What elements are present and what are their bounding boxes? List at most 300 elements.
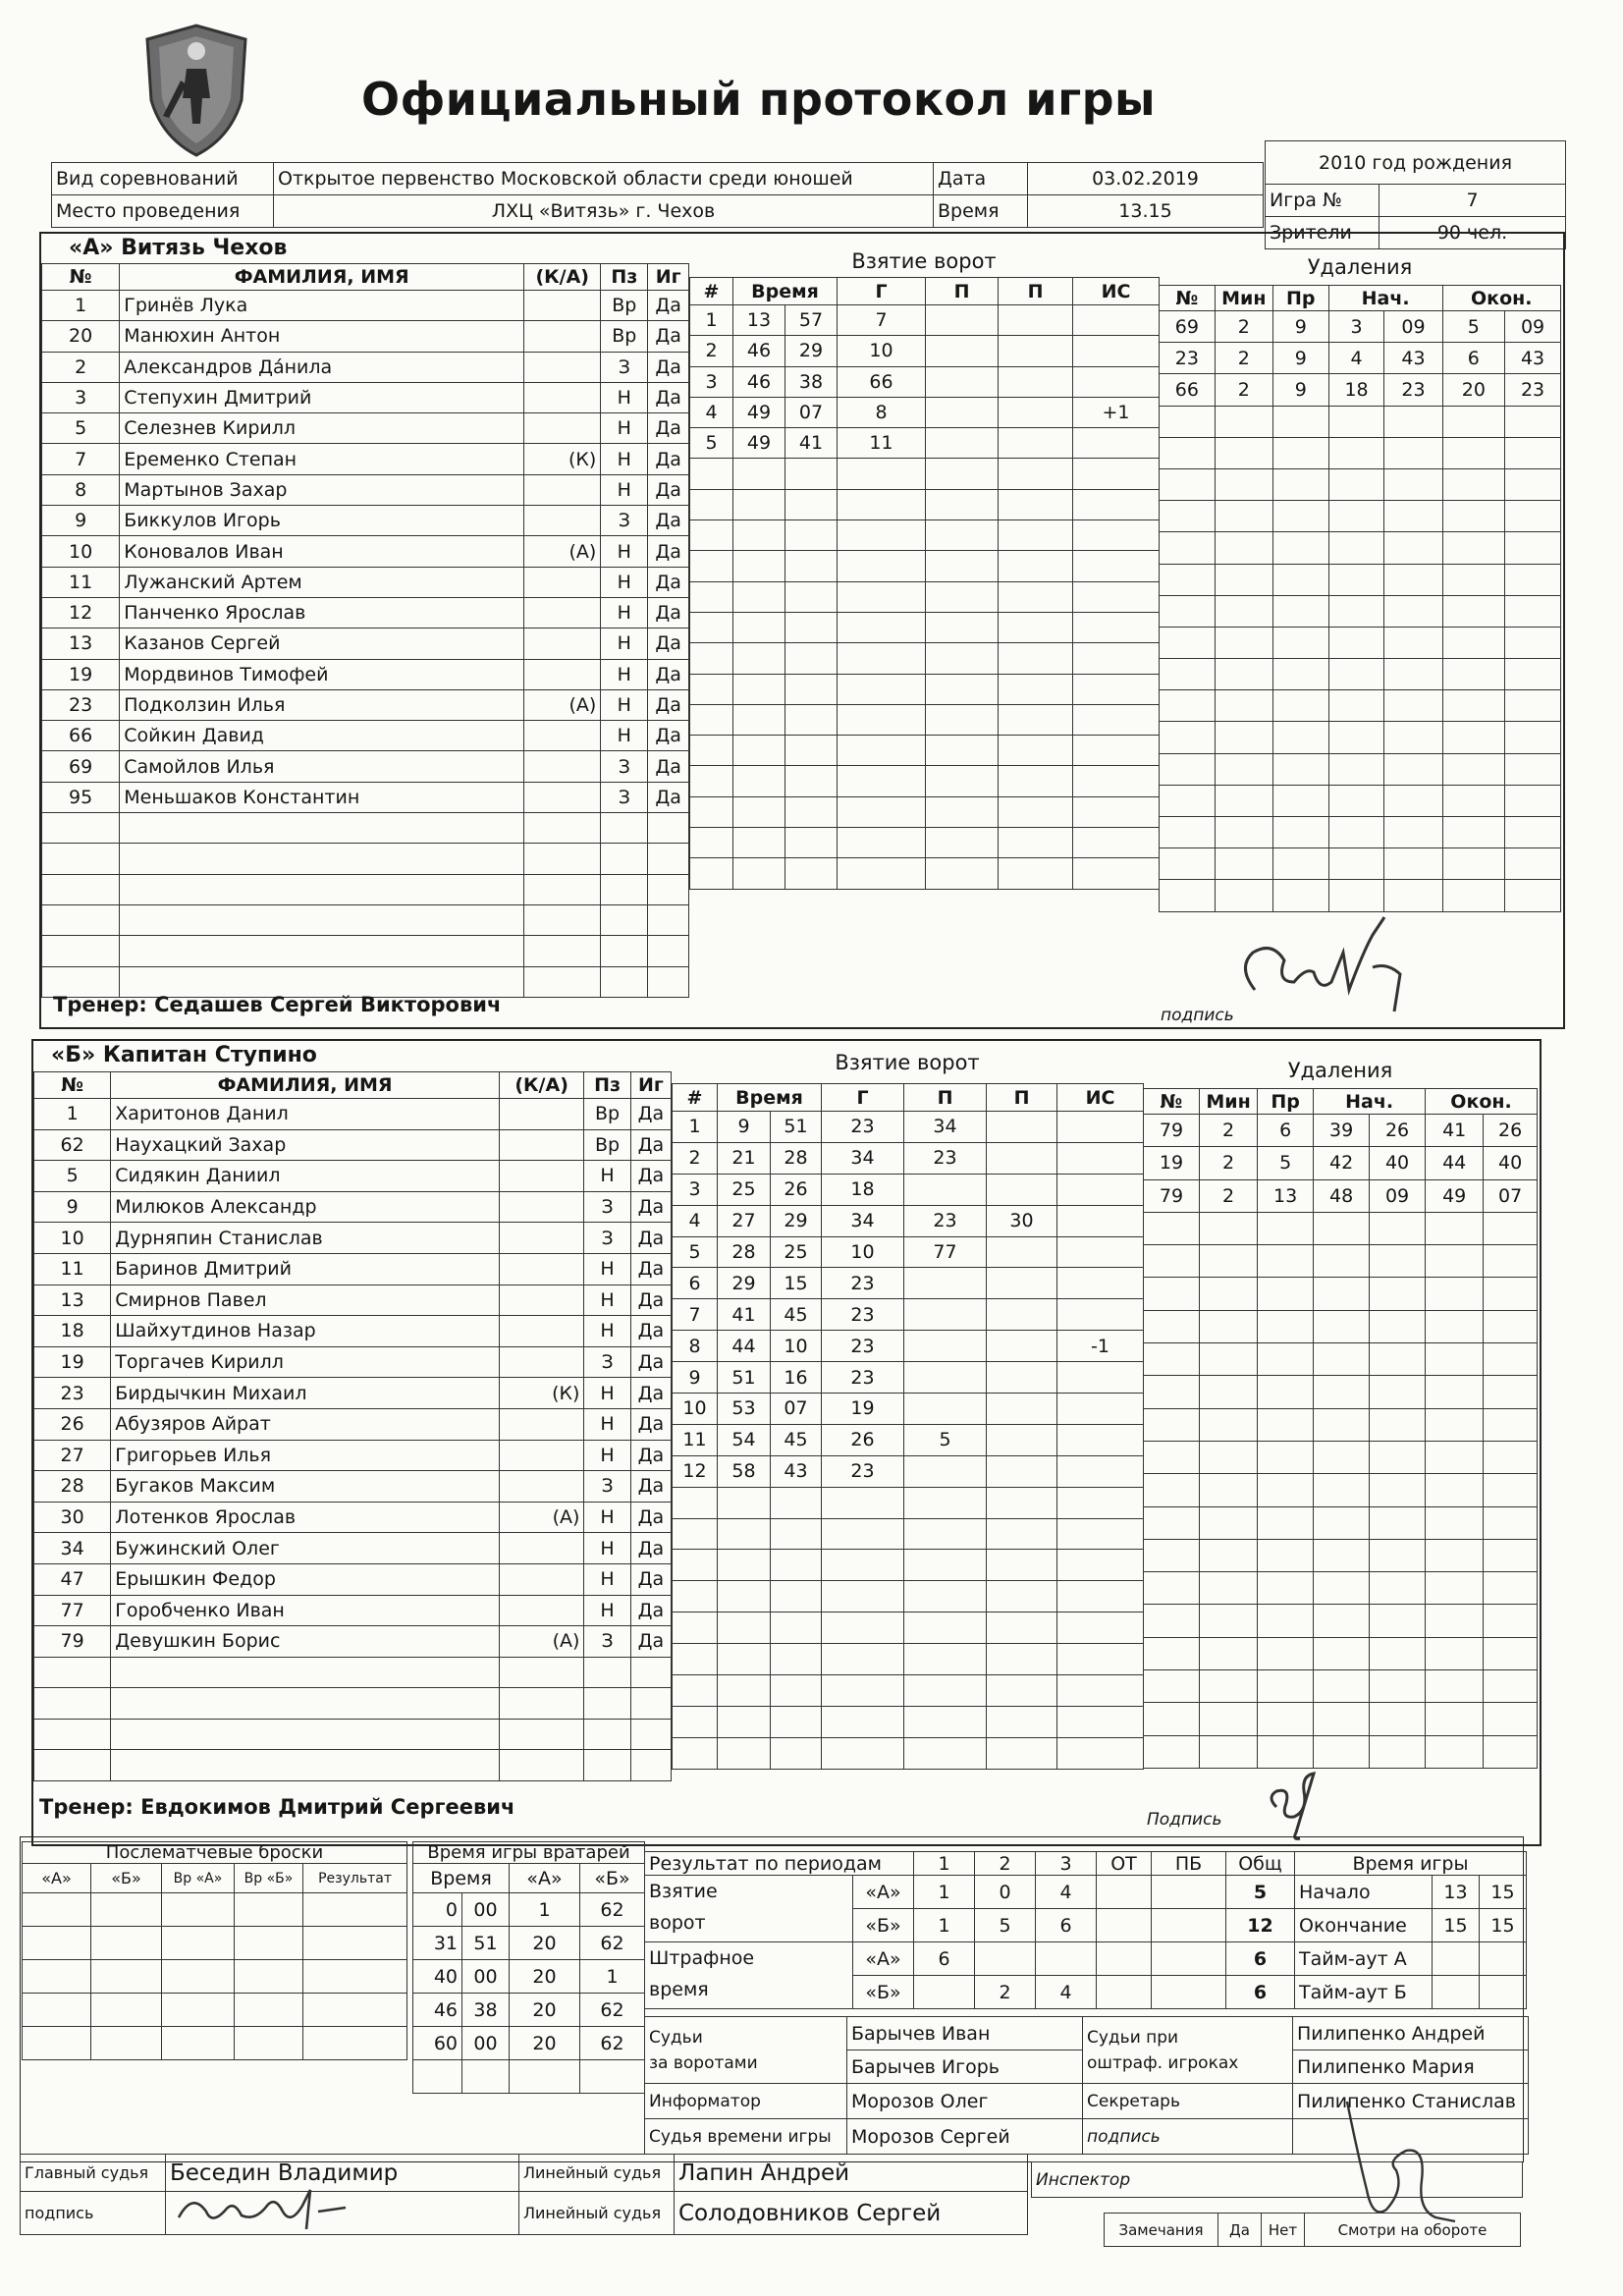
goal-col-p2: П <box>999 278 1073 305</box>
table-row <box>1160 532 1561 564</box>
game-label: Игра № <box>1266 185 1380 217</box>
penalty-player <box>1144 1310 1200 1342</box>
penalty-end-sec <box>1484 1539 1538 1571</box>
table-row <box>690 643 1160 674</box>
penalty-end-sec <box>1484 1703 1538 1735</box>
comp-label: Вид соревнований <box>52 163 274 195</box>
table-row <box>1160 595 1561 627</box>
penalty-end-min <box>1442 468 1505 500</box>
linesman-2: Солодовников Сергей <box>675 2192 1028 2235</box>
spect-value: 90 чел. <box>1380 217 1566 249</box>
goal-number <box>690 612 733 642</box>
goal-assist-2 <box>987 1299 1057 1331</box>
table-row <box>1144 1703 1538 1735</box>
penalty-start-sec <box>1384 532 1442 564</box>
goal-number: 1 <box>690 305 733 336</box>
goal-scorer <box>838 551 926 581</box>
pen-col-end: Окон. <box>1442 286 1560 311</box>
goal-assist-1: 23 <box>904 1205 987 1236</box>
player-plays: Да <box>630 1316 671 1347</box>
table-row <box>1144 1115 1538 1147</box>
penalty-end-min: 5 <box>1442 311 1505 343</box>
player-role: (А) <box>524 536 601 567</box>
player-number <box>34 1657 111 1688</box>
gk-second: 00 <box>462 1960 510 1994</box>
goal-number: 8 <box>673 1331 718 1362</box>
goal-judges-label-2: за воротами <box>649 2052 758 2073</box>
goal-number: 12 <box>673 1455 718 1487</box>
col-num: № <box>42 264 120 291</box>
remarks-label: Замечания <box>1105 2214 1218 2247</box>
res-col-total: Общ <box>1226 1852 1295 1876</box>
player-plays: Да <box>630 1161 671 1192</box>
pim-a-ot <box>1097 1942 1152 1976</box>
player-name: Бужинский Олег <box>111 1533 500 1564</box>
goal-assist-1 <box>926 674 999 704</box>
goal-second: 38 <box>785 366 838 397</box>
penalty-start-sec <box>1370 1343 1426 1376</box>
player-plays: Да <box>630 1440 671 1471</box>
goal-minute: 21 <box>718 1142 771 1174</box>
goal-second <box>785 704 838 735</box>
penalty-minutes <box>1199 1670 1257 1703</box>
pim-b-ot <box>1097 1976 1152 2009</box>
league-logo-icon <box>137 22 255 159</box>
penalty-reason <box>1272 880 1328 911</box>
pim-b-mark: «Б» <box>853 1976 914 2009</box>
team-a-goals-title: Взятие ворот <box>851 249 997 273</box>
penalty-minutes <box>1215 690 1272 722</box>
goal-number: 9 <box>673 1362 718 1394</box>
table-row <box>42 413 689 444</box>
penalty-player: 23 <box>1160 343 1216 374</box>
table-row <box>690 796 1160 827</box>
player-name: Биккулов Игорь <box>120 506 524 536</box>
team-a-roster <box>41 263 689 998</box>
penalty-start-sec <box>1384 627 1442 658</box>
table-row <box>1160 437 1561 468</box>
table-row <box>1160 817 1561 848</box>
informer: Морозов Олег <box>847 2084 1083 2119</box>
goal-number: 1 <box>673 1112 718 1143</box>
goal-scorer <box>822 1644 904 1675</box>
goal-second: 25 <box>771 1236 822 1268</box>
penalty-end-sec <box>1484 1278 1538 1310</box>
goal-second <box>785 858 838 889</box>
penalty-player <box>1144 1212 1200 1244</box>
col-pos: Пз <box>601 264 648 291</box>
penalty-end-min <box>1442 595 1505 627</box>
player-name: Манюхин Антон <box>120 321 524 352</box>
goal-scorer: 23 <box>822 1299 904 1331</box>
player-position <box>584 1657 630 1688</box>
penalty-start-sec <box>1370 1703 1426 1735</box>
penalty-end-min <box>1426 1245 1484 1278</box>
table-row <box>34 1129 672 1161</box>
goal-scorer <box>822 1675 904 1707</box>
table-row <box>690 674 1160 704</box>
player-position: Н <box>601 721 648 751</box>
player-role <box>524 874 601 904</box>
col-plays: Иг <box>630 1072 671 1099</box>
penalty-end-min <box>1442 785 1505 816</box>
player-plays: Да <box>630 1191 671 1223</box>
box-judges-label-2: оштраф. игроках <box>1087 2052 1239 2073</box>
table-row <box>34 1471 672 1503</box>
goal-number: 4 <box>673 1205 718 1236</box>
player-number: 26 <box>34 1408 111 1440</box>
goal-number <box>673 1644 718 1675</box>
player-number: 13 <box>42 629 120 659</box>
player-plays <box>648 936 689 966</box>
goal-minute <box>718 1675 771 1707</box>
table-row <box>413 2060 645 2094</box>
player-number: 23 <box>42 689 120 720</box>
goal-minute <box>733 736 785 766</box>
penalty-start-min <box>1314 1735 1370 1768</box>
goal-assist-2 <box>987 1581 1057 1613</box>
goal-col-g: Г <box>838 278 926 305</box>
goal-strength <box>1057 1236 1144 1268</box>
pim-label-2: время <box>649 1979 709 2000</box>
goal-scorer: 8 <box>838 397 926 427</box>
goal-second <box>785 828 838 858</box>
penalty-end-min <box>1442 627 1505 658</box>
informer-label: Информатор <box>645 2084 847 2119</box>
player-number: 3 <box>42 382 120 412</box>
goal-assist-1 <box>904 1675 987 1707</box>
player-role <box>524 782 601 812</box>
player-name <box>120 904 524 935</box>
goal-scorer <box>838 766 926 796</box>
goal-assist-1 <box>904 1394 987 1425</box>
penalty-start-sec <box>1370 1539 1426 1571</box>
penalty-end-sec <box>1505 848 1561 880</box>
penalty-end-min <box>1442 406 1505 437</box>
goal-minute <box>733 459 785 489</box>
player-plays: Да <box>630 1408 671 1440</box>
penalty-start-min <box>1328 564 1384 595</box>
goal-minute <box>733 612 785 642</box>
gt-end-label: Окончание <box>1295 1909 1433 1942</box>
penalty-start-min <box>1314 1506 1370 1539</box>
table-row <box>413 1893 645 1927</box>
secretary: Пилипенко Станислав <box>1293 2084 1529 2119</box>
penalty-start-sec <box>1370 1408 1426 1441</box>
goal-strength <box>1057 1737 1144 1769</box>
player-name: Смирнов Павел <box>111 1285 500 1316</box>
player-role <box>524 966 601 997</box>
goal-col-hash: # <box>690 278 733 305</box>
goal-second <box>785 551 838 581</box>
gk-team-b: 62 <box>580 1927 645 1960</box>
penalty-reason: 5 <box>1258 1147 1314 1179</box>
table-row <box>42 782 689 812</box>
gt-title: Время игры <box>1295 1852 1527 1876</box>
shootout-col-0: «А» <box>23 1864 91 1893</box>
goal-second <box>771 1581 822 1613</box>
goal-second <box>785 796 838 827</box>
goal-assist-1 <box>926 766 999 796</box>
penalty-reason <box>1272 406 1328 437</box>
goal-assist-2 <box>999 674 1073 704</box>
gk-team-b: 1 <box>580 1960 645 1994</box>
team-b-coach: Тренер: Евдокимов Дмитрий Сергеевич <box>39 1795 515 1819</box>
goal-number: 5 <box>690 428 733 459</box>
penalty-minutes <box>1215 501 1272 532</box>
goal-assist-2 <box>987 1518 1057 1550</box>
goal-assist-1 <box>926 704 999 735</box>
goal-number <box>673 1737 718 1769</box>
penalty-player <box>1144 1703 1200 1735</box>
goal-number: 4 <box>690 397 733 427</box>
player-number: 18 <box>34 1316 111 1347</box>
goal-assist-2 <box>987 1142 1057 1174</box>
goal-second: 29 <box>785 336 838 366</box>
penalty-end-sec <box>1484 1245 1538 1278</box>
penalty-start-min <box>1328 595 1384 627</box>
gk-second: 00 <box>462 2027 510 2060</box>
penalty-start-sec <box>1370 1637 1426 1669</box>
player-name: Милюков Александр <box>111 1191 500 1223</box>
pen-col-min: Мин <box>1199 1089 1257 1115</box>
goals-label-2: ворот <box>649 1912 706 1934</box>
penalty-start-sec <box>1384 564 1442 595</box>
table-row <box>34 1533 672 1564</box>
goal-second: 45 <box>771 1299 822 1331</box>
goal-minute <box>718 1550 771 1581</box>
goal-assist-1 <box>926 858 999 889</box>
penalty-reason: 9 <box>1272 311 1328 343</box>
goal-assist-2 <box>987 1236 1057 1268</box>
date-label: Дата <box>934 163 1028 195</box>
see-back: Смотри на обороте <box>1305 2214 1521 2247</box>
table-row <box>42 721 689 751</box>
table-row <box>1160 785 1561 816</box>
penalty-start-min <box>1314 1212 1370 1244</box>
player-role <box>524 382 601 412</box>
team-b-goals-title: Взятие ворот <box>835 1051 980 1074</box>
goal-assist-1 <box>926 305 999 336</box>
penalty-end-sec <box>1484 1310 1538 1342</box>
player-number <box>34 1688 111 1720</box>
penalty-start-min <box>1314 1441 1370 1473</box>
player-name <box>111 1719 500 1750</box>
goal-scorer <box>822 1581 904 1613</box>
goal-strength <box>1057 1424 1144 1455</box>
penalty-minutes <box>1199 1343 1257 1376</box>
team-b-roster <box>33 1071 672 1781</box>
penalty-start-min <box>1328 722 1384 753</box>
goal-number <box>690 828 733 858</box>
player-plays: Да <box>630 1533 671 1564</box>
shootout-col-4: Результат <box>303 1864 407 1893</box>
player-number: 23 <box>34 1378 111 1409</box>
goal-number: 11 <box>673 1424 718 1455</box>
penalty-reason <box>1258 1343 1314 1376</box>
penalty-reason: 9 <box>1272 343 1328 374</box>
table-row <box>1144 1147 1538 1179</box>
goal-scorer <box>838 520 926 551</box>
pim-a-mark: «А» <box>853 1942 914 1976</box>
goal-col-is: ИС <box>1073 278 1160 305</box>
table-row <box>673 1112 1144 1143</box>
goal-assist-2 <box>999 858 1073 889</box>
player-name: Григорьев Илья <box>111 1440 500 1471</box>
goal-strength <box>1057 1518 1144 1550</box>
goal-minute <box>733 858 785 889</box>
goal-second <box>785 459 838 489</box>
penalty-player <box>1144 1441 1200 1473</box>
table-row <box>690 366 1160 397</box>
goal-strength <box>1057 1613 1144 1644</box>
table-row <box>690 581 1160 612</box>
penalty-player <box>1160 848 1216 880</box>
goal-assist-2 <box>987 1613 1057 1644</box>
linesmen-table <box>518 2154 1028 2235</box>
player-position: З <box>584 1471 630 1503</box>
penalty-end-min <box>1442 753 1505 785</box>
goal-assist-2 <box>987 1394 1057 1425</box>
game-value: 7 <box>1380 185 1566 217</box>
goal-assist-1 <box>926 397 999 427</box>
penalty-start-min: 42 <box>1314 1147 1370 1179</box>
goal-scorer: 26 <box>822 1424 904 1455</box>
goal-number <box>673 1487 718 1518</box>
gk-minute <box>413 2060 462 2094</box>
linesman-1: Лапин Андрей <box>675 2155 1028 2192</box>
gk-second: 51 <box>462 1927 510 1960</box>
goal-second <box>785 520 838 551</box>
penalty-minutes <box>1215 785 1272 816</box>
goal-assist-1 <box>904 1706 987 1737</box>
player-number: 62 <box>34 1129 111 1161</box>
penalty-player <box>1160 817 1216 848</box>
player-number: 69 <box>42 751 120 782</box>
player-role <box>524 352 601 382</box>
penalty-reason <box>1272 468 1328 500</box>
penalty-reason: 13 <box>1258 1179 1314 1212</box>
goal-scorer <box>822 1706 904 1737</box>
penalty-start-min <box>1314 1539 1370 1571</box>
penalty-start-min <box>1314 1376 1370 1408</box>
table-row <box>673 1706 1144 1737</box>
table-row <box>690 828 1160 858</box>
penalty-end-sec <box>1484 1605 1538 1637</box>
penalty-minutes <box>1215 468 1272 500</box>
goal-number <box>673 1518 718 1550</box>
pen-col-pr: Пр <box>1258 1089 1314 1115</box>
player-position: Н <box>601 597 648 628</box>
player-position <box>584 1688 630 1720</box>
goal-assist-1 <box>904 1550 987 1581</box>
goal-second <box>785 643 838 674</box>
player-position: Н <box>584 1316 630 1347</box>
player-number: 9 <box>42 506 120 536</box>
player-position: Н <box>601 444 648 474</box>
goals-a-mark: «А» <box>853 1876 914 1909</box>
goal-strength <box>1057 1706 1144 1737</box>
player-name: Харитонов Данил <box>111 1099 500 1130</box>
player-plays: Да <box>630 1626 671 1658</box>
goal-strength <box>1057 1644 1144 1675</box>
player-plays <box>648 904 689 935</box>
penalty-start-sec: 40 <box>1370 1147 1426 1179</box>
goal-assist-1 <box>904 1518 987 1550</box>
penalty-player <box>1160 406 1216 437</box>
secretary-sign-label: подпись <box>1083 2119 1293 2155</box>
penalty-end-sec <box>1484 1670 1538 1703</box>
player-role <box>524 721 601 751</box>
player-role <box>499 1719 584 1750</box>
table-row <box>690 766 1160 796</box>
table-row <box>1160 468 1561 500</box>
pim-b-p3: 4 <box>1036 1976 1097 2009</box>
penalty-end-min <box>1426 1474 1484 1506</box>
player-number: 5 <box>34 1161 111 1192</box>
goal-minute: 54 <box>718 1424 771 1455</box>
penalty-end-min: 6 <box>1442 343 1505 374</box>
penalty-start-sec <box>1384 848 1442 880</box>
date-value: 03.02.2019 <box>1028 163 1264 195</box>
goal-second <box>785 674 838 704</box>
goal-assist-2 <box>987 1268 1057 1299</box>
penalty-start-min: 39 <box>1314 1115 1370 1147</box>
player-plays: Да <box>648 751 689 782</box>
player-name: Ерышкин Федор <box>111 1563 500 1595</box>
goal-col-hash: # <box>673 1084 718 1112</box>
goal-second: 15 <box>771 1268 822 1299</box>
penalty-player <box>1160 595 1216 627</box>
inspector-label: Инспектор <box>1032 2162 1523 2198</box>
player-name <box>120 844 524 874</box>
player-position: З <box>584 1346 630 1378</box>
goals-b-total: 12 <box>1226 1909 1295 1942</box>
goal-assist-1 <box>926 366 999 397</box>
team-b-sign-label: Подпись <box>1147 1810 1222 1830</box>
player-position: Н <box>584 1440 630 1471</box>
goal-number <box>690 459 733 489</box>
table-row <box>673 1236 1144 1268</box>
gk-team-a <box>510 2060 580 2094</box>
goal-number: 7 <box>673 1299 718 1331</box>
header-table <box>51 162 1264 228</box>
penalty-start-min <box>1314 1670 1370 1703</box>
table-row <box>1160 564 1561 595</box>
table-row <box>1144 1278 1538 1310</box>
gk-col-b: «Б» <box>580 1864 645 1893</box>
goal-strength <box>1073 428 1160 459</box>
table-row <box>1160 753 1561 785</box>
player-plays: Да <box>648 413 689 444</box>
table-row <box>1144 1539 1538 1571</box>
player-role: (А) <box>499 1502 584 1533</box>
penalty-end-min <box>1442 437 1505 468</box>
player-position: Н <box>601 382 648 412</box>
table-row <box>34 1191 672 1223</box>
goal-scorer: 10 <box>838 336 926 366</box>
goal-minute <box>733 766 785 796</box>
penalty-end-sec <box>1484 1212 1538 1244</box>
goal-col-time: Время <box>733 278 838 305</box>
player-name: Лужанский Артем <box>120 567 524 597</box>
penalty-end-sec <box>1505 627 1561 658</box>
table-row <box>690 489 1160 519</box>
penalty-end-min <box>1442 501 1505 532</box>
penalty-start-sec <box>1370 1441 1426 1473</box>
penalty-start-sec <box>1370 1278 1426 1310</box>
goal-minute: 28 <box>718 1236 771 1268</box>
